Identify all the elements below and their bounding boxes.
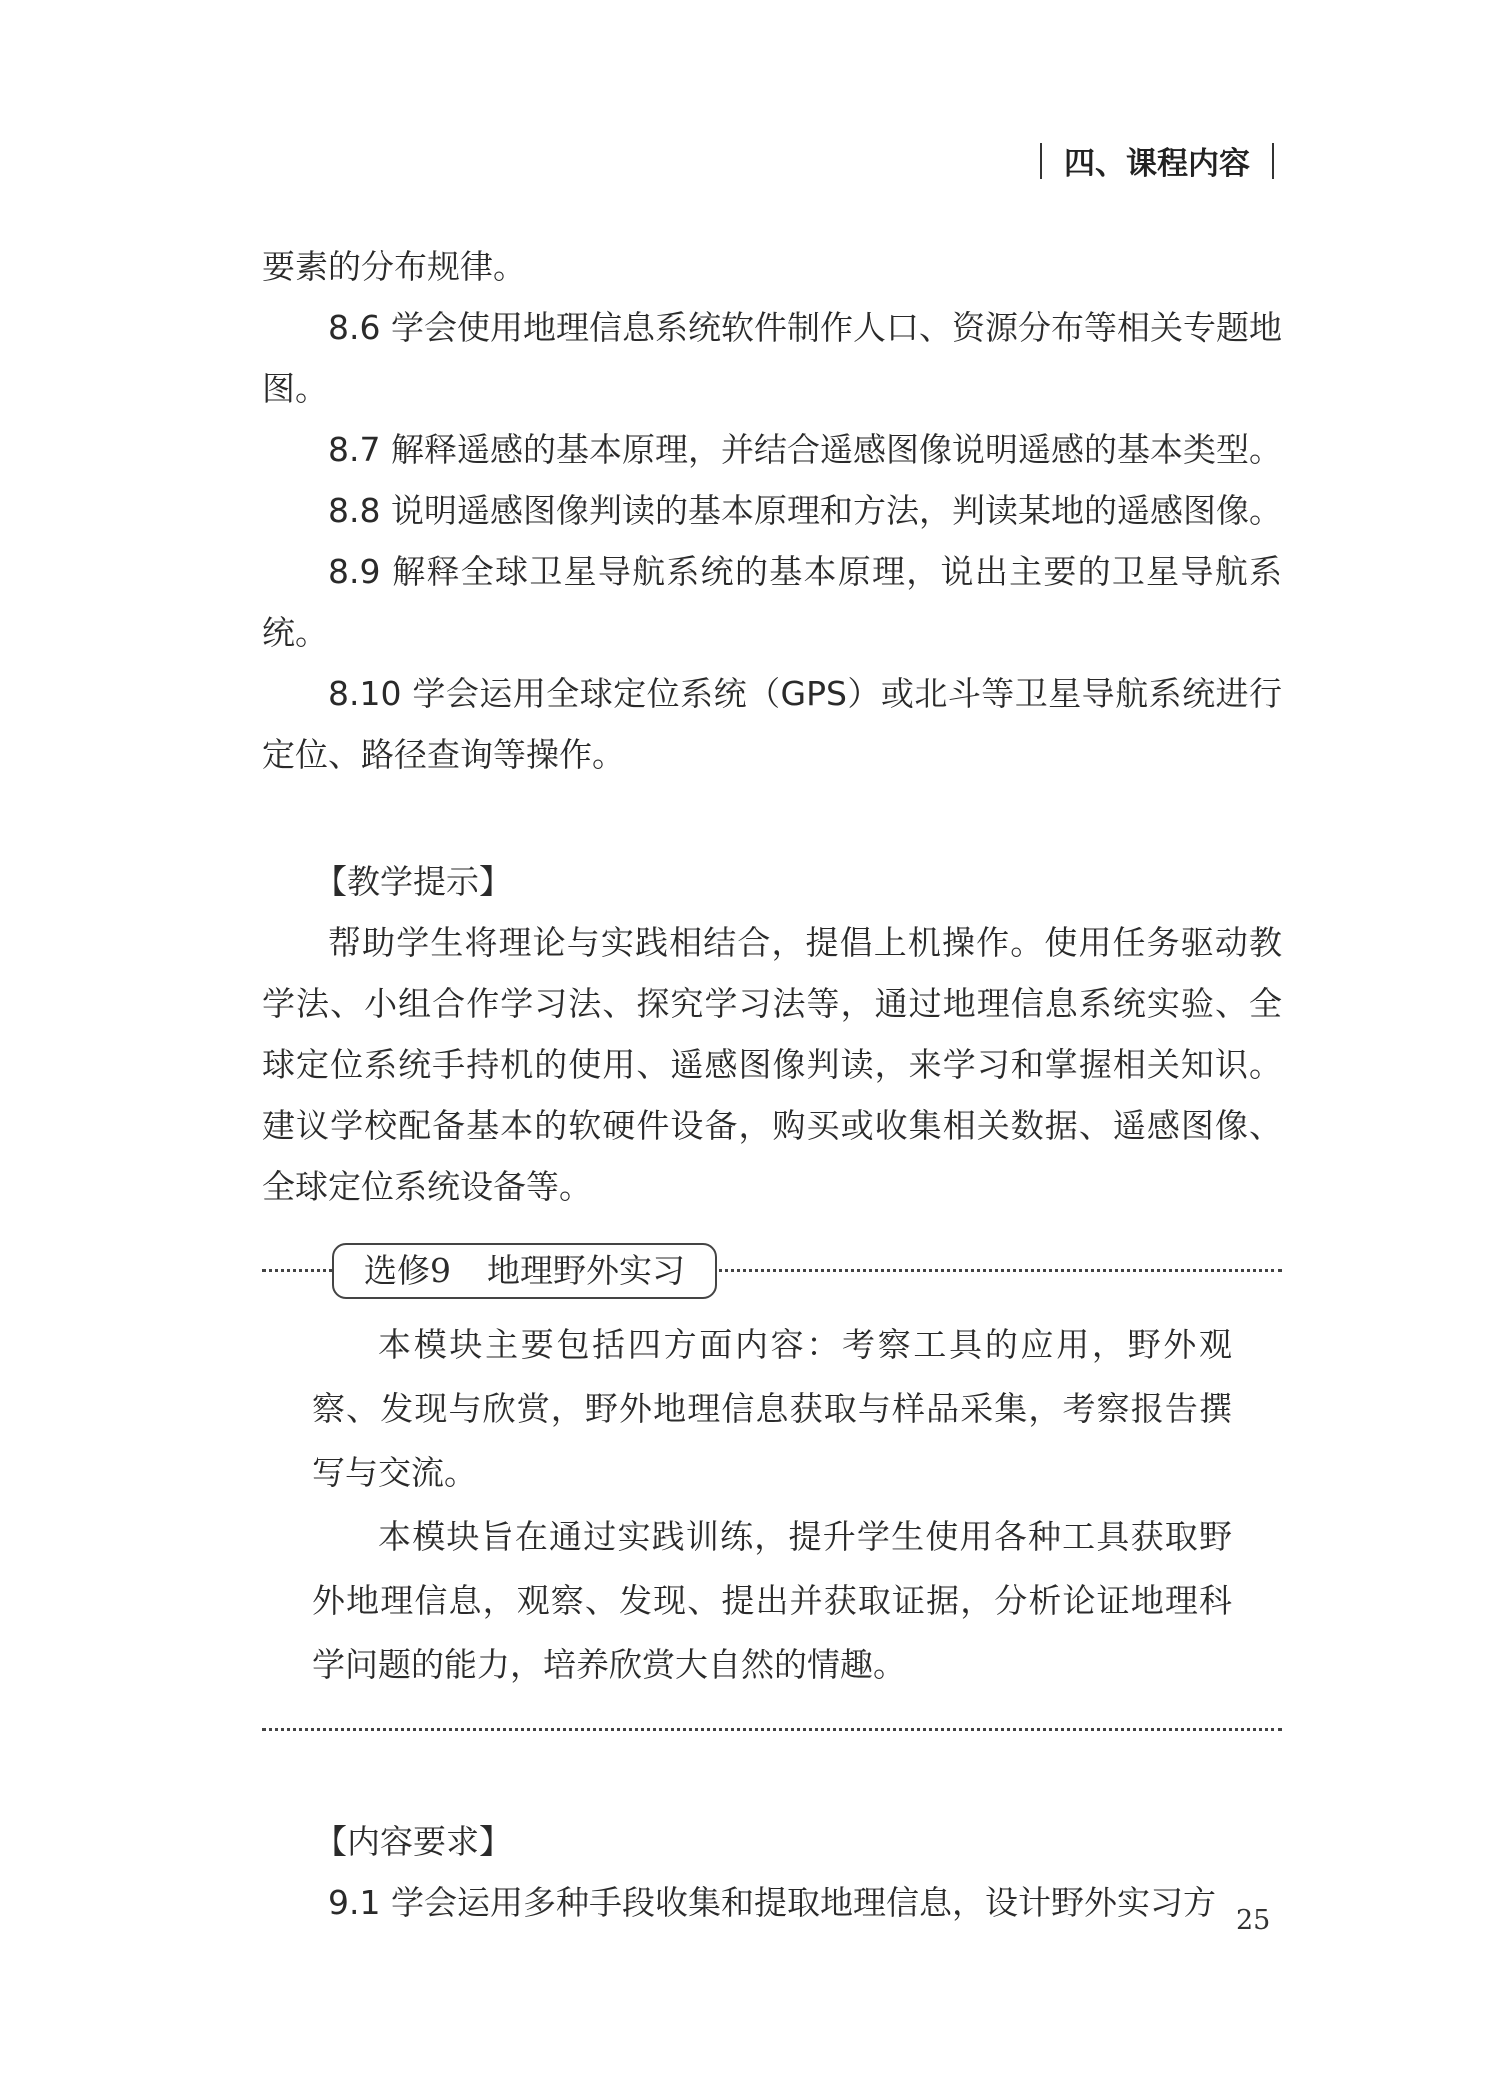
continuation-line: 要素的分布规律。 [262,247,526,286]
module-title: 地理野外实习 [487,1251,685,1290]
teaching-tips-body: 帮助学生将理论与实践相结合，提倡上机操作。使用任务驱动教学法、小组合作学习法、探究学习法等，通过地理信息系统实验、全球定位系统手持机的使用、遥感图像判读，来学习和掌握相关知识。建议学校配备基本的软硬件设备，购买或收集相关数据、遥感图像、全球定位系统设备等。 [262,923,1282,1206]
module-label [332,1243,717,1299]
item-8-7: 8.7 解释遥感的基本原理，并结合遥感图像说明遥感的基本类型。 [328,430,1282,469]
teaching-tips-heading: 【教学提示】 [314,862,512,901]
item-8-8: 8.8 说明遥感图像判读的基本原理和方法，判读某地的遥感图像。 [328,491,1282,530]
item-8-6: 8.6 学会使用地理信息系统软件制作人口、资源分布等相关专题地图。 [262,308,1282,408]
item-9-1: 9.1 学会运用多种手段收集和提取地理信息，设计野外实习方 [328,1883,1216,1922]
content-requirements-heading: 【内容要求】 [314,1822,512,1861]
header-section-title: 四、课程内容 [1064,146,1250,182]
module-paragraph-2: 本模块旨在通过实践训练，提升学生使用各种工具获取野外地理信息，观察、发现、提出并获取证据，分析论证地理科学问题的能力，培养欣赏大自然的情趣。 [312,1517,1232,1684]
page-content [262,236,1282,1933]
module-9-box [262,1243,1282,1731]
page-number: 25 [1236,1905,1271,1936]
header-left-bar [1040,143,1042,179]
module-number: 选修9 [364,1251,451,1290]
module-bottom-dotted-rule [262,1728,1282,1731]
running-header [1040,138,1274,183]
module-description [262,1299,1282,1731]
header-right-bar [1272,143,1274,179]
module-paragraph-1: 本模块主要包括四方面内容：考察工具的应用，野外观察、发现与欣赏，野外地理信息获取与样品采集，考察报告撰写与交流。 [312,1325,1232,1492]
item-8-9: 8.9 解释全球卫星导航系统的基本原理，说出主要的卫星导航系统。 [262,552,1282,652]
item-8-10: 8.10 学会运用全球定位系统（GPS）或北斗等卫星导航系统进行定位、路径查询等操作。 [262,674,1282,774]
